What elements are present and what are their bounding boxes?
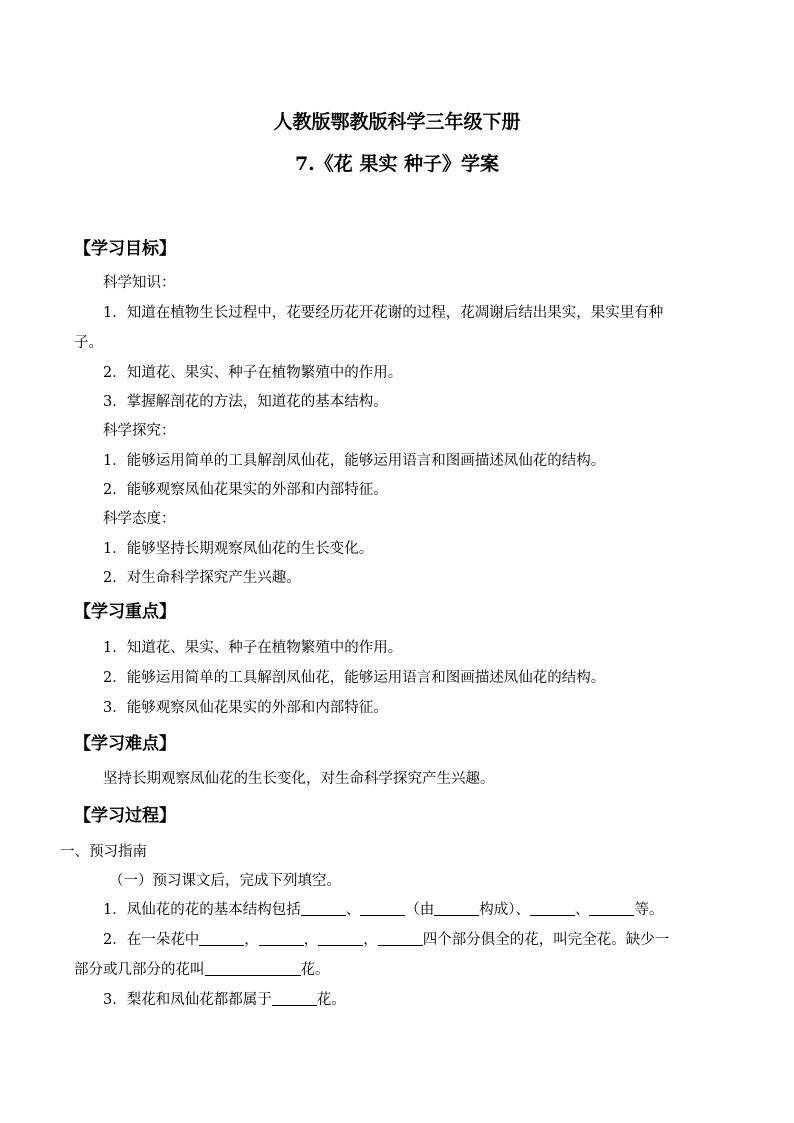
knowledge-item-1a: 1．知道在植物生长过程中，花要经历花开花谢的过程，花凋谢后结出果实，果实里有种 (103, 305, 664, 321)
key-point-2: 2．能够运用简单的工具解剖凤仙花，能够运用语言和图画描述凤仙花的结构。 (103, 670, 606, 686)
inquiry-item-1: 1．能够运用简单的工具解剖凤仙花，能够运用语言和图画描述凤仙花的结构。 (103, 453, 606, 469)
question-2 (103, 930, 669, 950)
question-3-text-b: 花。 (316, 992, 346, 1008)
question-2-text-b: 四个部分俱全的花，叫完全花。缺少一 (422, 932, 670, 948)
question-2-sep: ， (244, 932, 259, 948)
answer-blank[interactable] (259, 931, 304, 946)
question-2-sep: ， (303, 932, 319, 948)
knowledge-item-1b: 子。 (74, 335, 103, 351)
preview-guide-heading: 一、预习指南 (60, 844, 147, 860)
question-2-cont (74, 960, 330, 980)
answer-blank[interactable] (360, 901, 405, 916)
answer-blank[interactable] (589, 901, 634, 916)
attitude-item-1: 1．能够坚持长期观察凤仙花的生长变化。 (103, 541, 374, 557)
question-1-text-a: 1．凤仙花的花的基本结构包括 (103, 902, 301, 918)
answer-blank[interactable] (301, 901, 346, 916)
question-3 (103, 990, 346, 1010)
inquiry-item-2: 2．能够观察凤仙花果实的外部和内部特征。 (103, 482, 388, 498)
question-2-text-a: 2．在一朵花中 (103, 932, 200, 948)
process-heading: 【学习过程】 (74, 806, 176, 826)
question-2-text-c: 部分或几部分的花叫 (74, 962, 205, 978)
question-1-text-c: 构成）、 (479, 902, 530, 918)
knowledge-item-2: 2．知道花、果实、种子在植物繁殖中的作用。 (103, 365, 403, 381)
answer-blank[interactable] (318, 931, 363, 946)
answer-blank[interactable] (530, 901, 575, 916)
document-subtitle: 7.《花 果实 种子》学案 (294, 153, 500, 175)
key-point-3: 3．能够观察凤仙花果实的外部和内部特征。 (103, 700, 388, 716)
question-1-sep: 、 (345, 902, 361, 918)
question-1-text-b: （由 (405, 902, 435, 918)
objectives-heading: 【学习目标】 (74, 239, 176, 259)
difficulties-heading: 【学习难点】 (74, 734, 176, 754)
question-2-sep: ， (363, 932, 378, 948)
knowledge-label: 科学知识： (103, 275, 176, 291)
question-1 (103, 900, 663, 920)
answer-blank[interactable] (199, 931, 244, 946)
attitude-label: 科学态度： (103, 511, 176, 527)
question-2-text-d: 花。 (300, 962, 330, 978)
document-title: 人教版鄂教版科学三年级下册 (273, 111, 521, 133)
answer-blank[interactable] (205, 961, 301, 976)
question-1-sep: 、 (574, 902, 590, 918)
attitude-item-2: 2．对生命科学探究产生兴趣。 (103, 570, 301, 586)
difficulties-text: 坚持长期观察凤仙花的生长变化，对生命科学探究产生兴趣。 (103, 771, 495, 787)
inquiry-label: 科学探究： (103, 423, 176, 439)
question-3-text-a: 3．梨花和凤仙花都都属于 (103, 992, 272, 1008)
knowledge-item-3: 3．掌握解剖花的方法，知道花的基本结构。 (103, 394, 388, 410)
answer-blank[interactable] (272, 991, 317, 1006)
key-points-heading: 【学习重点】 (74, 602, 176, 622)
answer-blank[interactable] (434, 901, 479, 916)
question-1-text-d: 等。 (634, 902, 664, 918)
preview-instruction: （一）预习课文后，完成下列填空。 (109, 873, 341, 889)
key-point-1: 1．知道花、果实、种子在植物繁殖中的作用。 (103, 640, 403, 656)
answer-blank[interactable] (378, 931, 423, 946)
